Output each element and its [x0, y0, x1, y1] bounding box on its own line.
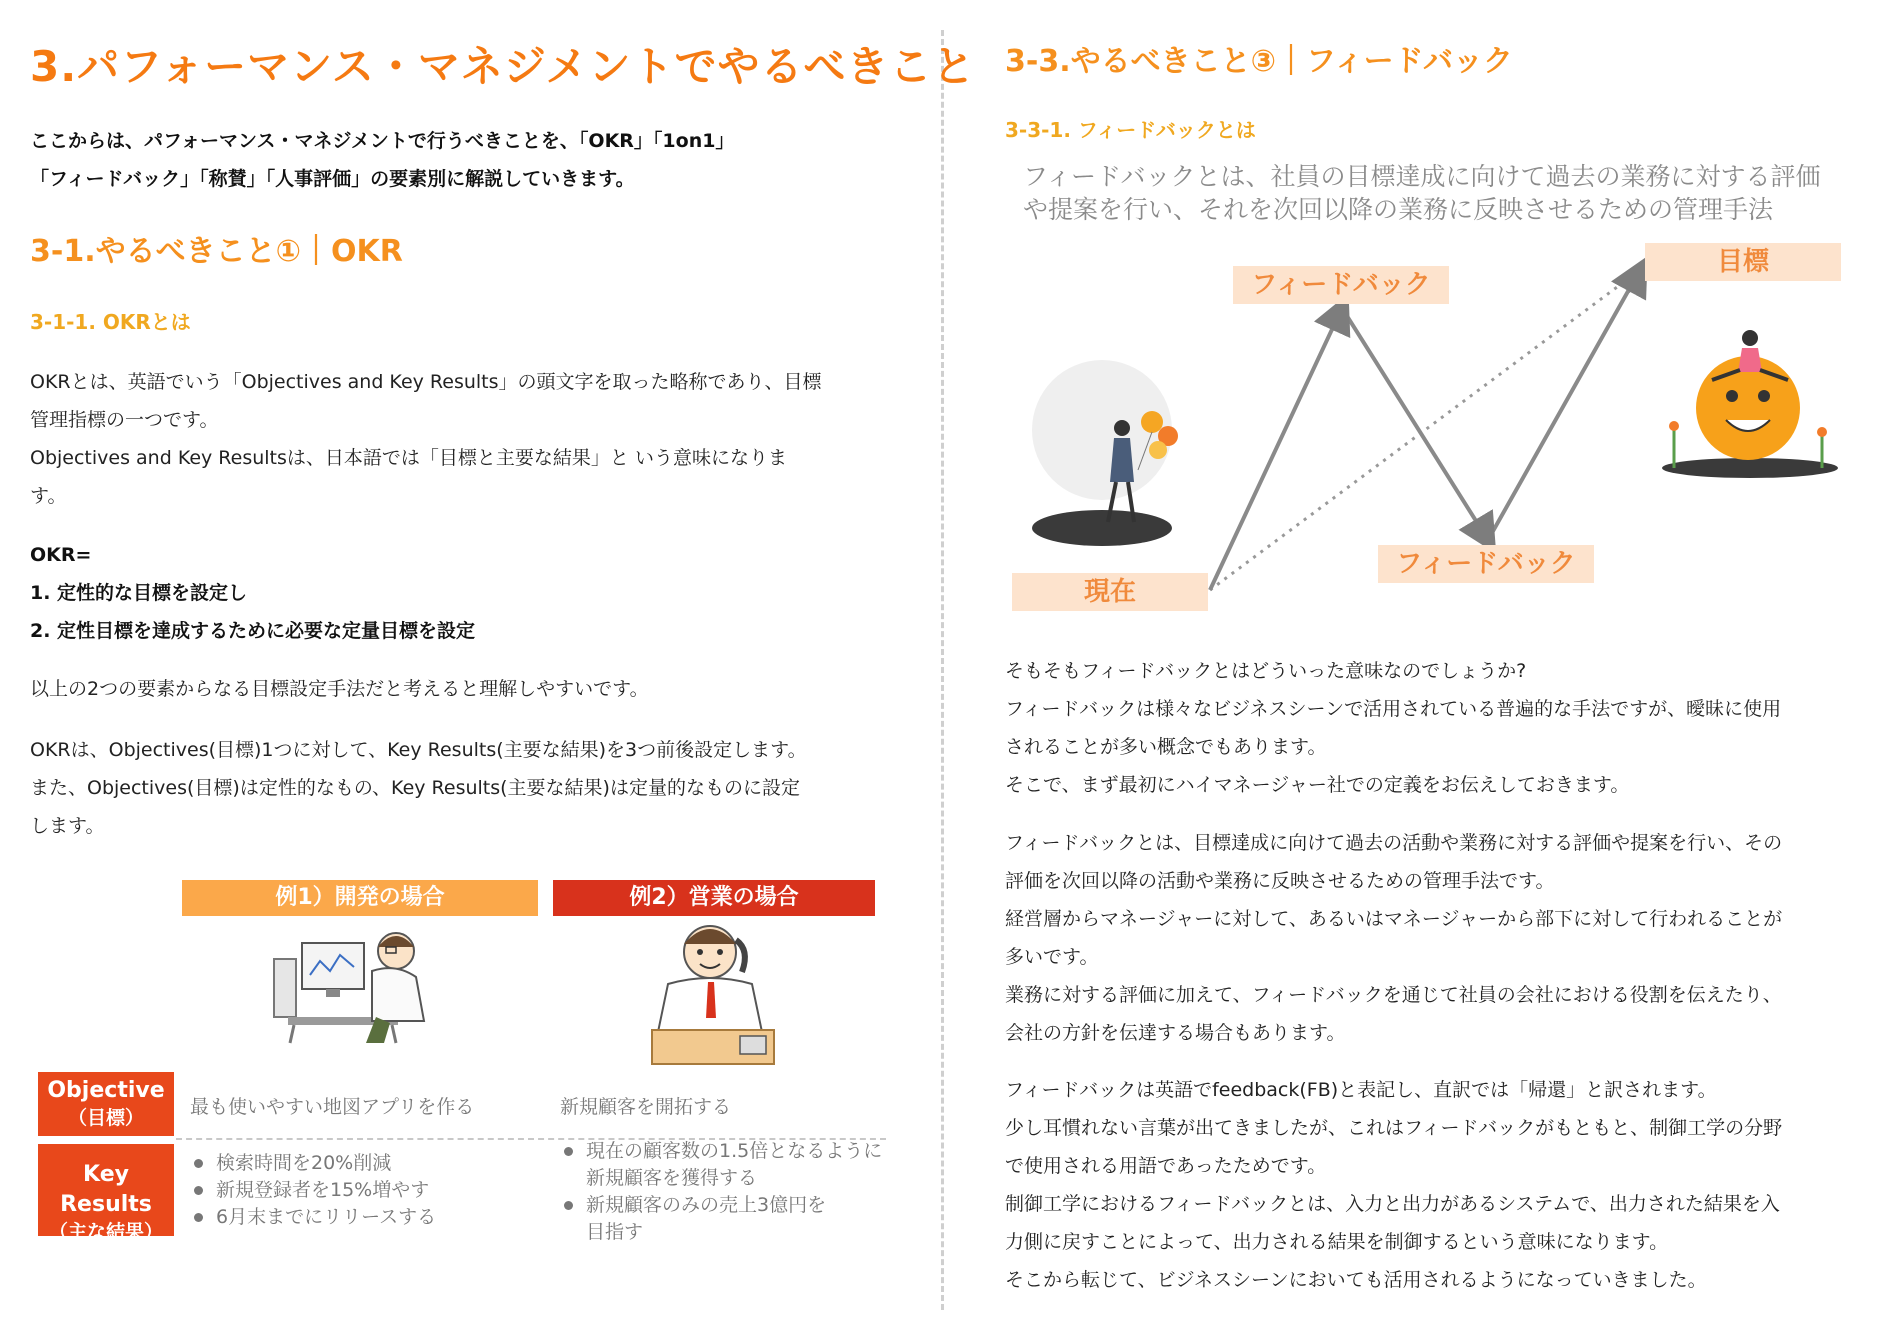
subsection-heading-okr: 3-1-1. OKRとは [30, 310, 191, 334]
list-item: 6月末までにリリースする [190, 1204, 436, 1231]
okr-paragraph-3 [30, 731, 807, 845]
list-item-continuation: 目指す [586, 1221, 644, 1243]
key-results-label-text: Key Results [60, 1162, 152, 1217]
section-heading-okr: 3-1.やるべきこと①｜OKR [30, 234, 403, 269]
developer-illustration [268, 925, 438, 1045]
text-line: 業務に対する評価に加えて、フィードバックを通じて社員の会社における役割を伝えたり、 [1005, 984, 1782, 1006]
intro-line: ここからは、パフォーマンス・マネジメントで行うべきことを、「OKR」「1on1」 [30, 130, 735, 152]
text-line: 制御工学におけるフィードバックとは、入力と出力があるシステムで、出力された結果を入 [1005, 1193, 1780, 1215]
objective-sublabel-text: （目標） [67, 1107, 144, 1129]
intro-text [30, 122, 734, 198]
key-results-label [38, 1144, 174, 1243]
text-line: OKR= [30, 544, 92, 566]
text-line: 少し耳慣れない言葉が出てきましたが、これはフィードバックがもともと、制御工学の分野 [1005, 1117, 1783, 1139]
intro-line: 「フィードバック」「称賛」「人事評価」の要素別に解説していきます。 [30, 168, 635, 190]
text-line: 管理指標の一つです。 [30, 409, 219, 431]
text-line: 経営層からマネージャーに対して、あるいはマネージャーから部下に対して行われることが [1005, 908, 1783, 930]
text-line: 多いです。 [1005, 946, 1099, 968]
feedback-paragraph-2 [1005, 824, 1782, 1052]
objective-label [38, 1072, 174, 1136]
diagram-label-feedback-top: フィードバック [1233, 266, 1449, 304]
list-item: 現在の顧客数の1.5倍となるように [560, 1138, 882, 1165]
objective-example-2: 新規顧客を開拓する [560, 1096, 732, 1118]
list-item-continuation: 新規顧客を獲得する [586, 1167, 758, 1189]
text-line: そこから転じて、ビジネスシーンにおいても活用されるようになっていきました。 [1005, 1269, 1707, 1291]
salesperson-illustration [650, 918, 780, 1068]
example-header-sales: 例2）営業の場合 [553, 880, 875, 916]
objective-example-1: 最も使いやすい地図アプリを作る [190, 1096, 475, 1118]
text-line: す。 [30, 485, 67, 507]
diagram-label-goal: 目標 [1645, 243, 1841, 281]
text-line: 1. 定性的な目標を設定し [30, 582, 248, 604]
text-line: フィードバックとは、目標達成に向けて過去の活動や業務に対する評価や提案を行い、その [1005, 832, 1783, 854]
text-line: フィードバックは様々なビジネスシーンで活用されている普遍的な手法ですが、曖昧に使用 [1005, 698, 1782, 720]
okr-definition [30, 536, 475, 650]
okr-paragraph-2: 以上の2つの要素からなる目標設定手法だと考えると理解しやすいです。 [30, 678, 649, 700]
key-results-list-1 [190, 1150, 436, 1231]
text-line: で使用される用語であったためです。 [1005, 1155, 1327, 1177]
text-line: します。 [30, 815, 105, 837]
text-line: フィードバックは英語でfeedback(FB)と表記し、直訳では「帰還」と訳されます。 [1005, 1079, 1717, 1101]
text-line: Objectives and Key Resultsは、日本語では「目標と主要な結果」と いう意味になりま [30, 447, 787, 469]
feedback-paragraph-1 [1005, 652, 1781, 804]
diagram-label-feedback-bottom: フィードバック [1378, 545, 1594, 583]
objective-label-text: Objective [47, 1078, 165, 1103]
feedback-definition [1023, 160, 1821, 226]
page-title: 3.パフォーマンス・マネジメントでやるべきこと [30, 42, 976, 91]
example-header-development: 例1）開発の場合 [182, 880, 538, 916]
okr-paragraph-1 [30, 363, 822, 515]
text-line: フィードバックとは、社員の目標達成に向けて過去の業務に対する評価 [1023, 162, 1821, 191]
key-results-sublabel-text: （主な結果） [48, 1221, 163, 1243]
feedback-paragraph-3 [1005, 1071, 1782, 1299]
text-line: そもそもフィードバックとはどういった意味なのでしょうか? [1005, 660, 1527, 682]
list-item: 新規顧客のみの売上3億円を [560, 1192, 882, 1219]
column-divider [941, 30, 944, 1310]
text-line: や提案を行い、それを次回以降の業務に反映させるための管理手法 [1023, 195, 1774, 224]
text-line: 2. 定性目標を達成するために必要な定量目標を設定 [30, 620, 476, 642]
text-line: OKRは、Objectives(目標)1つに対して、Key Results(主要な結果)を3つ前後設定します。 [30, 739, 807, 761]
text-line: 評価を次回以降の活動や業務に反映させるための管理手法です。 [1005, 870, 1555, 892]
list-item: 検索時間を20%削減 [190, 1150, 436, 1177]
text-line: また、Objectives(目標)は定性的なもの、Key Results(主要な結果)は定量的なものに設定 [30, 777, 800, 799]
section-heading-feedback: 3-3.やるべきこと③｜フィードバック [1005, 44, 1513, 79]
text-line: OKRとは、英語でいう「Objectives and Key Results」の頭文字を取った略称であり、目標 [30, 371, 822, 393]
text-line: 力側に戻すことによって、出力される結果を制御するという意味になります。 [1005, 1231, 1669, 1253]
text-line: されることが多い概念でもあります。 [1005, 736, 1327, 758]
diagram-label-current: 現在 [1012, 573, 1208, 611]
text-line: そこで、まず最初にハイマネージャー社での定義をお伝えしておきます。 [1005, 774, 1630, 796]
key-results-list-2 [560, 1138, 882, 1246]
text-line: 会社の方針を伝達する場合もあります。 [1005, 1022, 1346, 1044]
subsection-heading-feedback: 3-3-1. フィードバックとは [1005, 118, 1256, 142]
list-item: 新規登録者を15%増やす [190, 1177, 436, 1204]
